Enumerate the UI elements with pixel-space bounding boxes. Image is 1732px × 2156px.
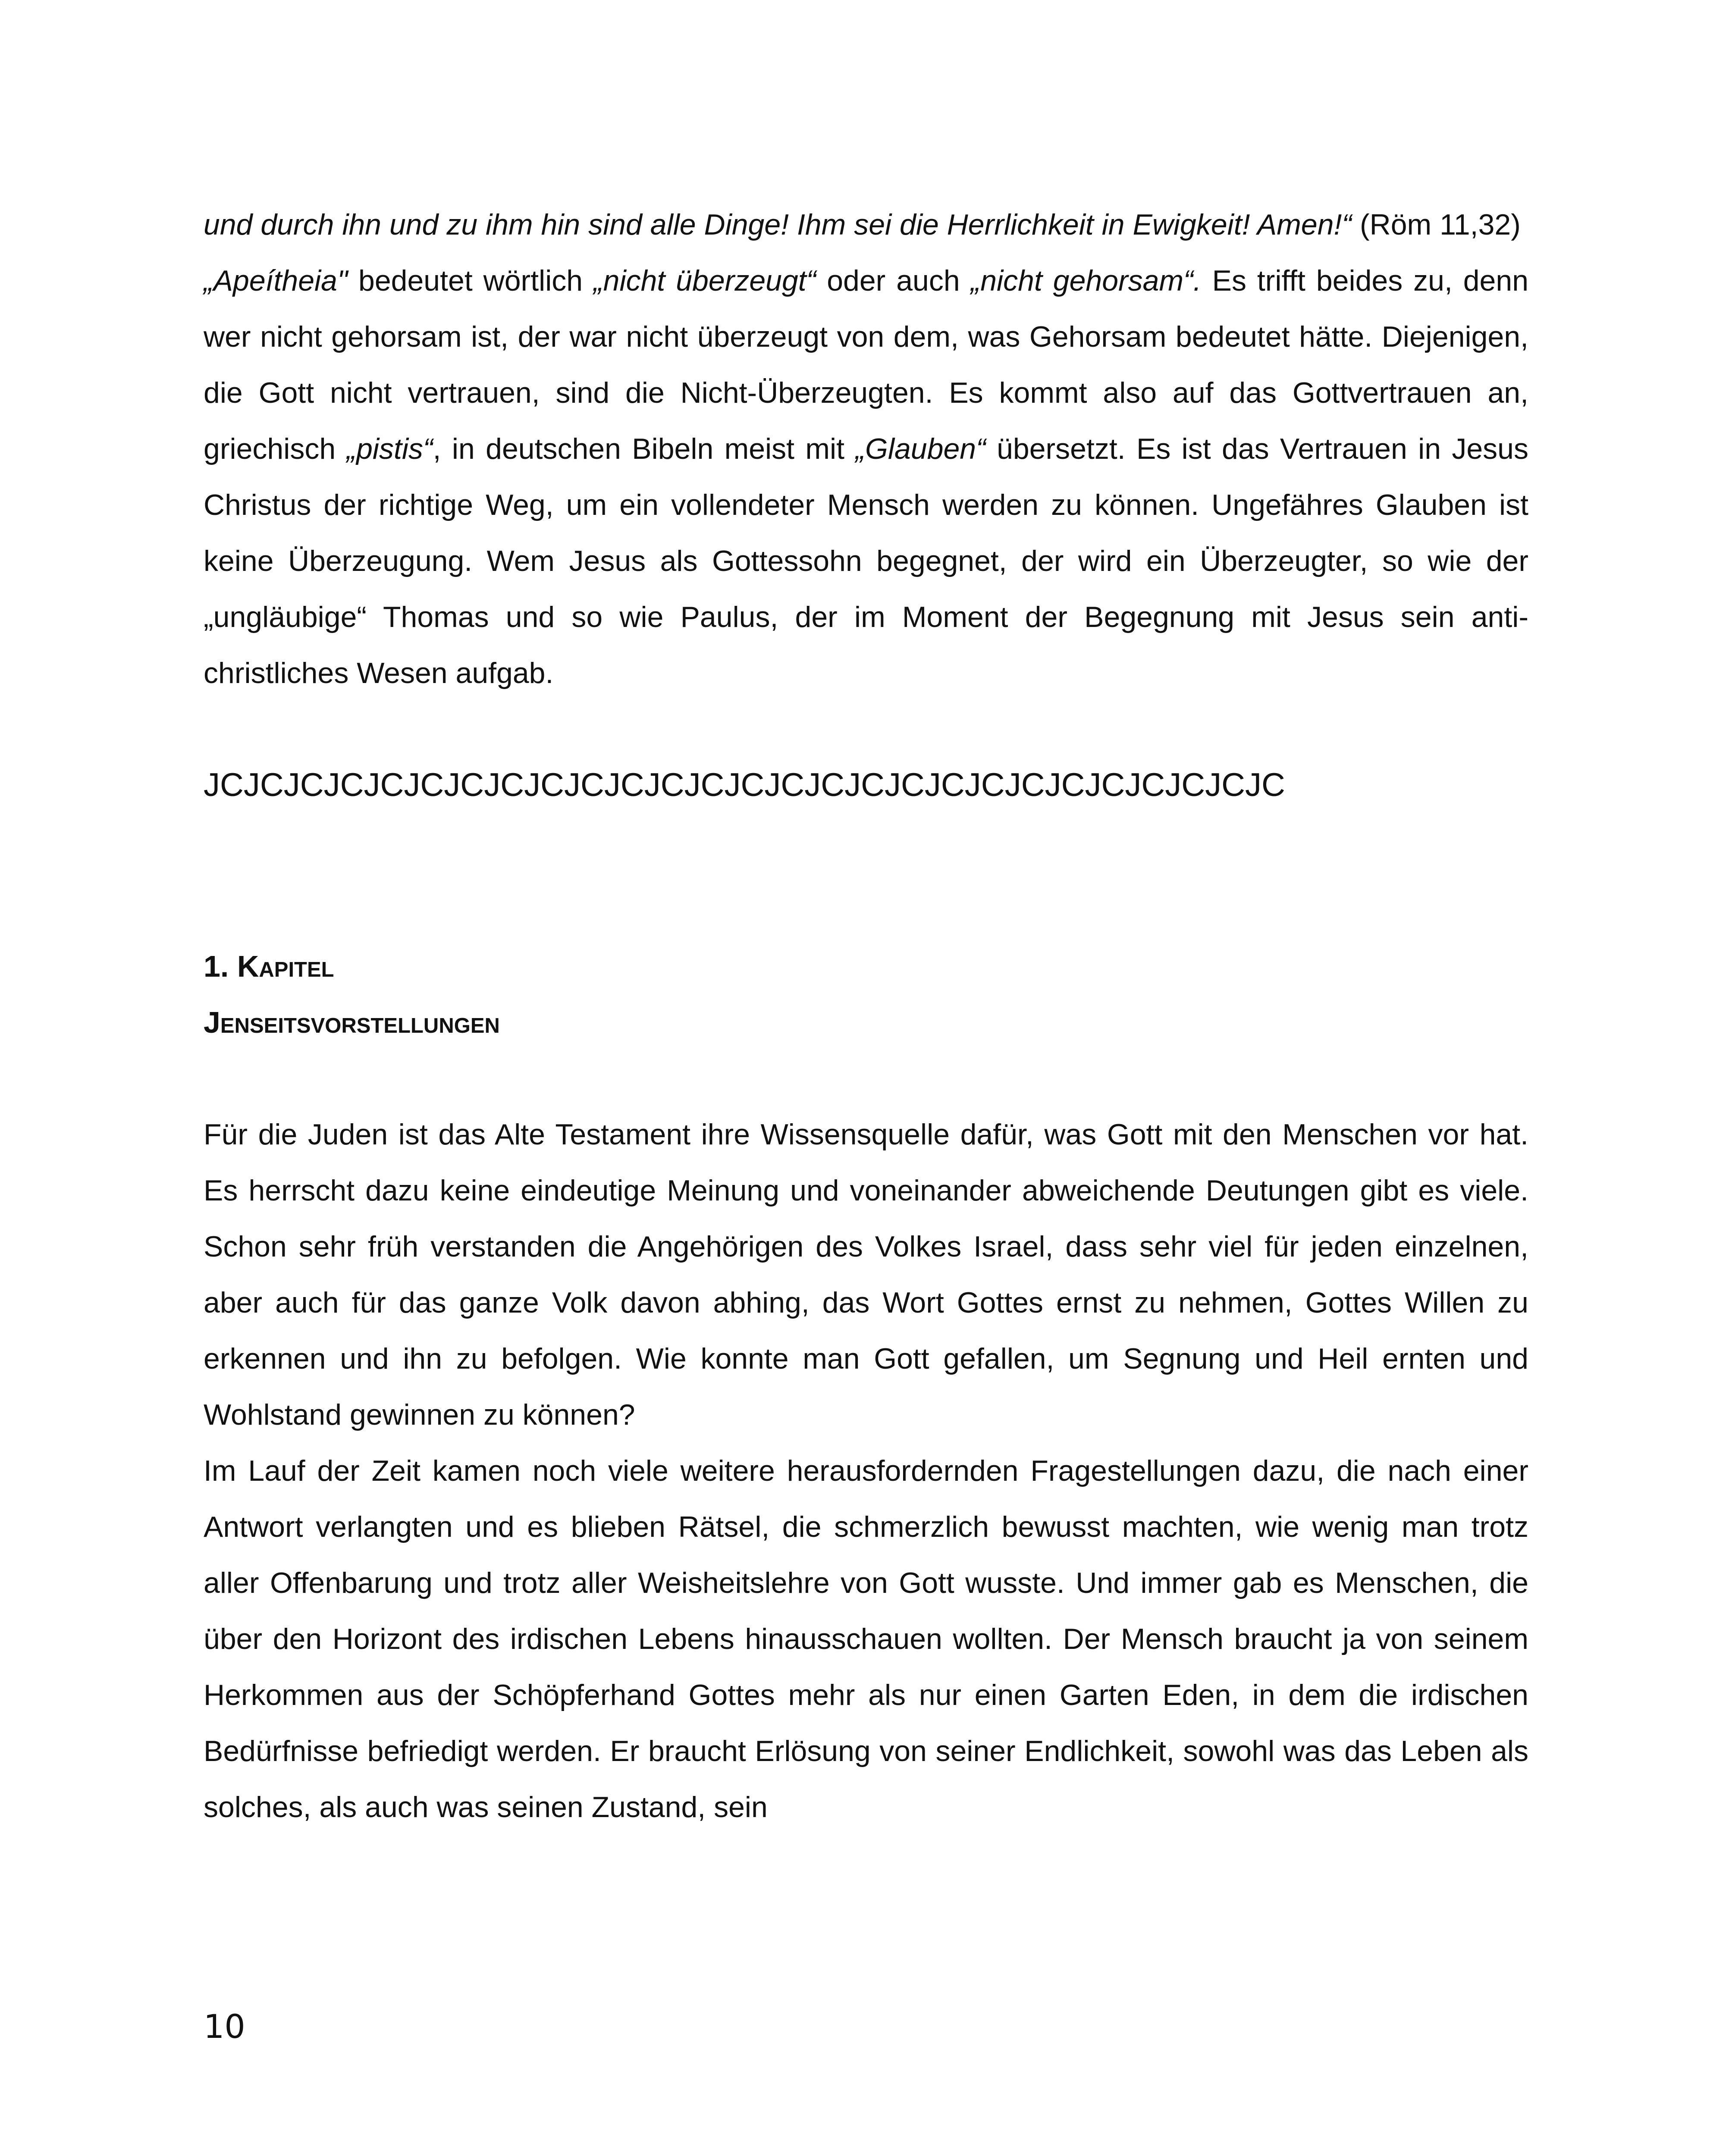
quote-text: und durch ihn und zu ihm hin sind alle Dinge! Ihm sei die Herrlichkeit in Ewigkeit! Amen!“ [204, 208, 1352, 241]
text-span: bedeutet wörtlich [348, 264, 594, 297]
term-nicht-gehorsam: „nicht gehorsam“. [970, 264, 1202, 297]
text-span: oder auch [816, 264, 971, 297]
term-apeitheia: „Apeítheia" [204, 264, 348, 297]
text-span: , in deutschen Bibeln meist mit [433, 432, 856, 465]
quote-paragraph [204, 197, 1528, 253]
page-content [204, 197, 1528, 1835]
term-glauben: „Glauben“ [855, 432, 986, 465]
page-number: 10 [204, 2007, 245, 2046]
section-separator: JCJCJCJCJCJCJCJCJCJCJCJCJCJCJCJCJCJCJCJCJCJCJCJCJCJCJC [204, 767, 1285, 803]
apeitheia-paragraph [204, 253, 1528, 701]
chapter-label: 1. Kapitel [204, 950, 334, 983]
body-paragraph-2: Im Lauf der Zeit kamen noch viele weitere herausfordernden Fragestellungen dazu, die nach einer Antwort verlangten und es blieben Rätsel, die schmerzlich bewusst machten, wie wenig man trotz aller Offenbarung und trotz aller Weisheitslehre von Gott wusste. Und immer gab es Menschen, die über den Horizont des irdischen Lebens hinausschauen wollten. Der Mensch braucht ja von seinem Herkommen aus der Schöpferhand Gottes mehr als nur einen Garten Eden, in dem die irdischen Bedürfnisse befriedigt werden. Er braucht Erlösung von seiner Endlichkeit, sowohl was das Leben als solches, als auch was seinen Zustand, sein [204, 1454, 1528, 1824]
body-paragraph-1: Für die Juden ist das Alte Testament ihre Wissensquelle dafür, was Gott mit den Menschen vor hat. Es herrscht dazu keine eindeutige Meinung und voneinander abweichende Deutungen gibt es viele. Schon sehr früh verstanden die Angehörigen des Volkes Israel, dass sehr viel für jeden einzelnen, aber auch für das ganze Volk davon abhing, das Wort Gottes ernst zu nehmen, Gottes Willen zu erkennen und ihn zu befolgen. Wie konnte man Gott gefallen, um Segnung und Heil ernten und Wohlstand gewinnen zu können? [204, 1118, 1528, 1431]
text-span: übersetzt. Es ist das Vertrauen in Jesus Christus der richtige Weg, um ein vollendeter Mensch werden zu können. Ungefähres Glauben ist keine Überzeugung. Wem Jesus als Gottessohn begegnet, der wird ein Überzeugter, so wie der „ungläubige“ Thomas und so wie Paulus, der im Moment der Begegnung mit Jesus sein anti-christliches Wesen aufgab. [204, 432, 1528, 689]
text-span: Es trifft beides zu, denn wer nicht gehorsam ist, der war nicht überzeugt von dem, was Gehorsam bedeutet hätte. Diejenigen, die Gott nicht vertrauen, sind die Nicht-Überzeugten. Es kommt also auf das Gottvertrauen an, griechisch [204, 264, 1529, 465]
term-nicht-ueberzeugt: „nicht überzeugt“ [593, 264, 816, 297]
chapter-title: Jenseitsvorstellungen [204, 1006, 500, 1039]
quote-reference: (Röm 11,32) [1352, 208, 1521, 241]
term-pistis: „pistis“ [346, 432, 433, 465]
